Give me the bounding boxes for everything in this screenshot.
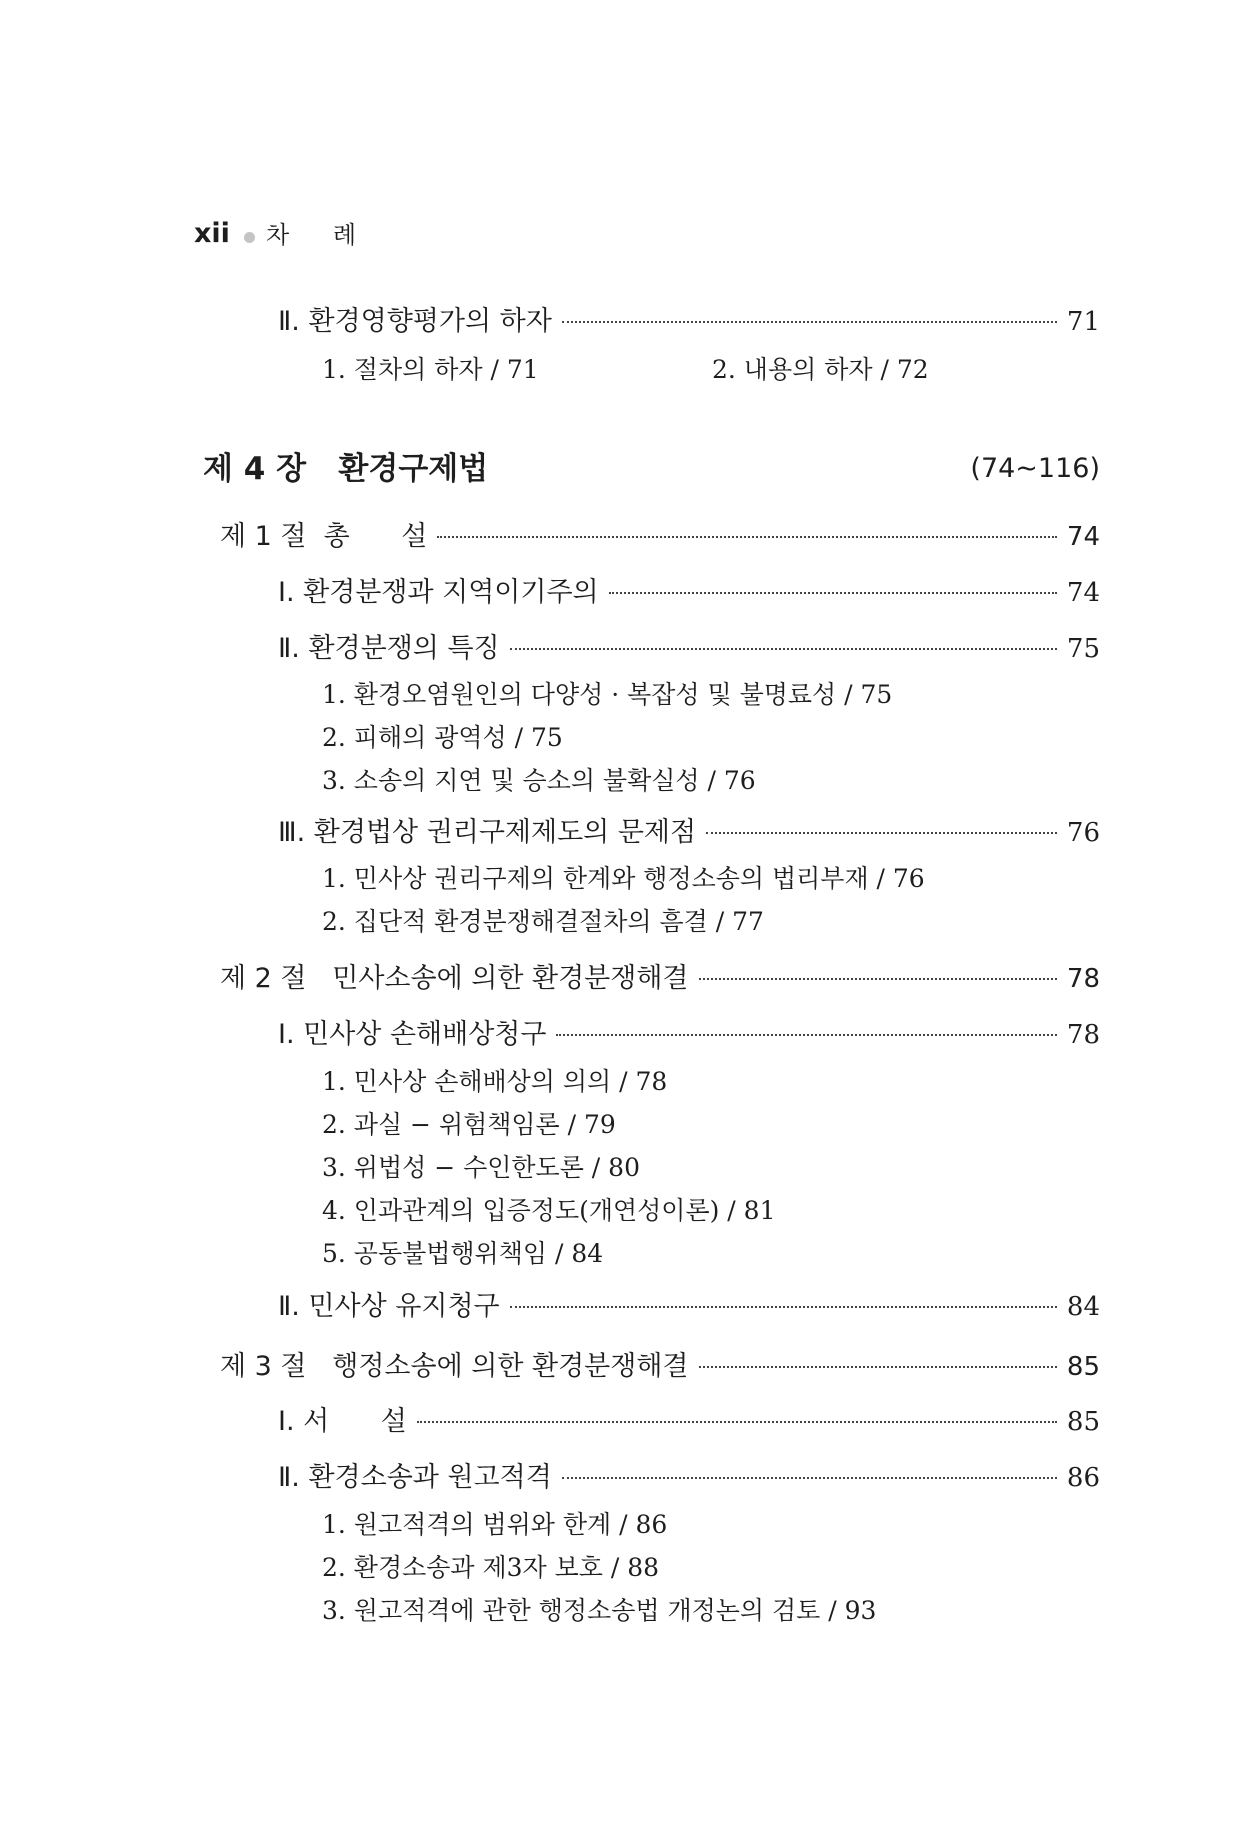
toc-section-label: Ⅰ. 서 설 — [278, 1406, 407, 1437]
toc-item[interactable]: 4. 인과관계의 입증정도(개연성이론) / 81 — [322, 1196, 776, 1225]
toc-item[interactable]: 1. 민사상 권리구제의 한계와 행정소송의 법리부재 / 76 — [322, 864, 925, 893]
page-number: xii — [194, 218, 230, 249]
dot-leader — [556, 1034, 1056, 1036]
toc-section-label: Ⅰ. 민사상 손해배상청구 — [278, 1019, 547, 1050]
dot-leader — [562, 1477, 1057, 1479]
dot-leader — [417, 1421, 1057, 1423]
toc-section-label: Ⅱ. 민사상 유지청구 — [278, 1291, 500, 1322]
toc-item[interactable]: 1. 절차의 하자 / 71 — [322, 355, 539, 384]
toc-section-label: Ⅱ. 환경소송과 원고적격 — [278, 1462, 552, 1493]
toc-item[interactable]: 3. 소송의 지연 및 승소의 불확실성 / 76 — [322, 766, 756, 795]
toc-subchapter-label: 제 2 절 민사소송에 의한 환경분쟁해결 — [220, 963, 689, 994]
toc-subchapter-entry[interactable] — [220, 1350, 1100, 1384]
chapter-title[interactable]: 제 4 장 환경구제법 — [203, 451, 489, 487]
toc-page-number: 78 — [1066, 1020, 1100, 1050]
toc-page-number: 76 — [1066, 818, 1100, 848]
toc-item[interactable]: 1. 민사상 손해배상의 의의 / 78 — [322, 1067, 668, 1096]
toc-page-number: 74 — [1066, 578, 1100, 608]
toc-page-number: 74 — [1066, 522, 1100, 552]
toc-section-label: Ⅰ. 환경분쟁과 지역이기주의 — [278, 577, 599, 608]
toc-page-number: 71 — [1066, 307, 1100, 337]
toc-subchapter-label: 제 3 절 행정소송에 의한 환경분쟁해결 — [220, 1351, 689, 1382]
toc-section-entry[interactable] — [278, 576, 1100, 610]
toc-section-entry[interactable] — [278, 816, 1100, 850]
toc-section-entry[interactable] — [278, 632, 1100, 666]
dot-leader — [510, 1306, 1057, 1308]
toc-item[interactable]: 2. 집단적 환경분쟁해결절차의 흠결 / 77 — [322, 907, 764, 936]
dot-leader — [510, 648, 1057, 650]
toc-page-number: 84 — [1066, 1292, 1100, 1322]
toc-section-label: Ⅱ. 환경분쟁의 특징 — [278, 633, 500, 664]
toc-subchapter-label: 제 1 절 총 설 — [220, 521, 428, 552]
toc-item[interactable]: 2. 과실 − 위험책임론 / 79 — [322, 1110, 616, 1139]
toc-item[interactable]: 2. 내용의 하자 / 72 — [712, 355, 929, 384]
toc-item[interactable]: 2. 환경소송과 제3자 보호 / 88 — [322, 1553, 660, 1582]
toc-section-label: Ⅱ. 환경영향평가의 하자 — [278, 306, 552, 337]
toc-item[interactable]: 1. 환경오염원인의 다양성 · 복잡성 및 불명료성 / 75 — [322, 680, 893, 709]
dot-leader — [609, 592, 1057, 594]
toc-section-entry[interactable] — [278, 1018, 1100, 1052]
dot-leader — [437, 536, 1057, 538]
toc-section-entry[interactable] — [278, 1405, 1100, 1439]
toc-page-number: 86 — [1066, 1463, 1100, 1493]
toc-item[interactable]: 3. 위법성 − 수인한도론 / 80 — [322, 1153, 640, 1182]
toc-item[interactable]: 5. 공동불법행위책임 / 84 — [322, 1239, 604, 1268]
toc-item[interactable]: 2. 피해의 광역성 / 75 — [322, 723, 563, 752]
toc-subchapter-entry[interactable] — [220, 962, 1100, 996]
dot-leader — [706, 832, 1057, 834]
running-title: 차 례 — [266, 221, 374, 249]
toc-page-number: 78 — [1066, 964, 1100, 994]
toc-section-entry[interactable] — [278, 305, 1100, 339]
toc-page-number: 85 — [1066, 1352, 1100, 1382]
dot-leader — [699, 1366, 1057, 1368]
chapter-page-range: (74∼116) — [970, 453, 1100, 484]
toc-page-number: 75 — [1066, 634, 1100, 664]
bullet-dot-icon — [244, 232, 255, 243]
toc-page-number: 85 — [1066, 1407, 1100, 1437]
dot-leader — [699, 978, 1057, 980]
toc-section-label: Ⅲ. 환경법상 권리구제제도의 문제점 — [278, 817, 697, 848]
toc-section-entry[interactable] — [278, 1461, 1100, 1495]
toc-subchapter-entry[interactable] — [220, 520, 1100, 554]
dot-leader — [562, 321, 1057, 323]
toc-item[interactable]: 1. 원고적격의 범위와 한계 / 86 — [322, 1510, 668, 1539]
toc-item[interactable]: 3. 원고적격에 관한 행정소송법 개정논의 검토 / 93 — [322, 1596, 877, 1625]
toc-section-entry[interactable] — [278, 1290, 1100, 1324]
